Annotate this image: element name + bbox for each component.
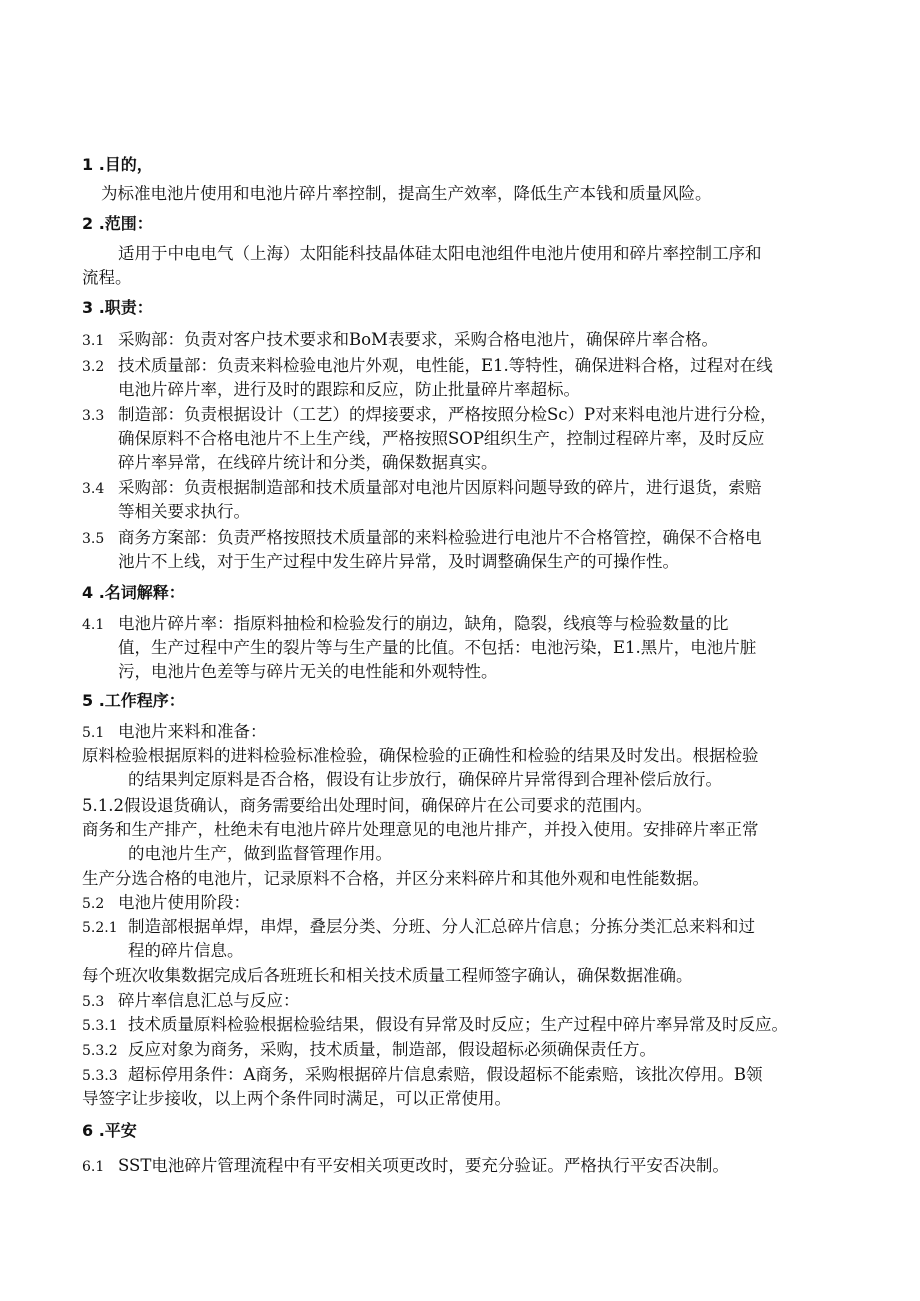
- clause-6-1: 6.1 SST电池碎片管理流程中有平安相关项更改时，要充分验证。严格执行平安否决制。: [82, 1156, 729, 1175]
- clause-continuation: 电池片碎片率，进行及时的跟踪和反应，防止批量碎片率超标。: [118, 380, 580, 399]
- clause-5-3-3: 5.3.3 超标停用条件：A商务，采购根据碎片信息索赔，假设超标不能索赔，该批次停用。B领: [82, 1065, 763, 1084]
- paragraph-line: 的电池片生产，做到监督管理作用。: [128, 844, 392, 863]
- section-heading: 1 .目的，: [82, 155, 153, 174]
- paragraph-line: 适用于中电电气（上海）太阳能科技晶体硅太阳电池组件电池片使用和碎片率控制工序和: [118, 244, 762, 263]
- clause-continuation: 确保原料不合格电池片不上生产线，严格按照SOP组织生产，控制过程碎片率，及时反应: [118, 429, 765, 448]
- clause-continuation: 污，电池片色差等与碎片无关的电性能和外观特性。: [118, 662, 498, 681]
- clause-4-1: 4.1 电池片碎片率：指原料抽检和检验发行的崩边，缺角，隐裂，线痕等与检验数量的比: [82, 614, 729, 633]
- clause-5-1: 5.1 电池片来料和准备：: [82, 722, 267, 741]
- section-heading: 6 .平安: [82, 1121, 137, 1140]
- clause-3-4: 3.4 采购部：负责根据制造部和技术质量部对电池片因原料问题导致的碎片，进行退货，索赔: [82, 478, 762, 497]
- section-heading: 2 .范围：: [82, 214, 153, 233]
- clause-5-3: 5.3 碎片率信息汇总与反应：: [82, 991, 300, 1010]
- section-heading: 3 .职责：: [82, 298, 153, 317]
- clause-5-3-2: 5.3.2 反应对象为商务，采购，技术质量，制造部，假设超标必须确保责任方。: [82, 1040, 656, 1059]
- clause-continuation: 导签字让步接收，以上两个条件同时满足，可以正常使用。: [82, 1089, 511, 1108]
- clause-continuation: 池片不上线，对于生产过程中发生碎片异常，及时调整确保生产的可操作性。: [118, 552, 679, 571]
- paragraph-line: 商务和生产排产，杜绝未有电池片碎片处理意见的电池片排产，并投入使用。安排碎片率正常: [82, 820, 759, 839]
- section-heading: 5 .工作程序：: [82, 691, 185, 710]
- paragraph: 为标准电池片使用和电池片碎片率控制，提高生产效率，降低生产本钱和质量风险。: [101, 184, 712, 203]
- clause-continuation: 程的碎片信息。: [128, 941, 244, 960]
- clause-5-3-1: 5.3.1 技术质量原料检验根据检验结果，假设有异常及时反应；生产过程中碎片率异常及时反应。: [82, 1015, 788, 1034]
- paragraph-line: 原料检验根据原料的进料检验标准检验，确保检验的正确性和检验的结果及时发出。根据检验: [82, 746, 759, 765]
- clause-continuation: 值，生产过程中产生的裂片等与生产量的比值。不包括：电池污染，E1.黑片，电池片脏: [118, 638, 757, 657]
- paragraph-line: 生产分选合格的电池片，记录原料不合格，并区分来料碎片和其他外观和电性能数据。: [82, 869, 709, 888]
- paragraph-line: 的结果判定原料是否合格，假设有让步放行，确保碎片异常得到合理补偿后放行。: [128, 770, 722, 789]
- clause-3-2: 3.2 技术质量部：负责来料检验电池片外观，电性能，E1.等特性，确保进料合格，过程对在线: [82, 356, 773, 375]
- clause-5-2-1: 5.2.1 制造部根据单焊，串焊，叠层分类、分班、分人汇总碎片信息；分拣分类汇总来料和过: [82, 917, 755, 936]
- paragraph-line: 每个班次收集数据完成后各班班长和相关技术质量工程师签字确认，确保数据准确。: [82, 966, 693, 985]
- clause-continuation: 碎片率异常，在线碎片统计和分类，确保数据真实。: [118, 453, 498, 472]
- clause-3-3: 3.3 制造部：负责根据设计（工艺）的焊接要求，严格按照分检Sc）P对来料电池片进行分检，: [82, 405, 777, 424]
- clause-3-5: 3.5 商务方案部：负责严格按照技术质量部的来料检验进行电池片不合格管控，确保不合格电: [82, 528, 762, 547]
- section-heading: 4 .名词解释：: [82, 583, 185, 602]
- clause-5-2: 5.2 电池片使用阶段：: [82, 893, 250, 912]
- clause-3-1: 3.1 采购部：负责对客户技术要求和BoM表要求，采购合格电池片，确保碎片率合格。: [82, 330, 718, 349]
- paragraph-line: 流程。: [82, 268, 132, 287]
- clause-5-1-2: 5.1.2假设退货确认，商务需要给出处理时间，确保碎片在公司要求的范围内。: [82, 796, 652, 815]
- clause-continuation: 等相关要求执行。: [118, 502, 250, 521]
